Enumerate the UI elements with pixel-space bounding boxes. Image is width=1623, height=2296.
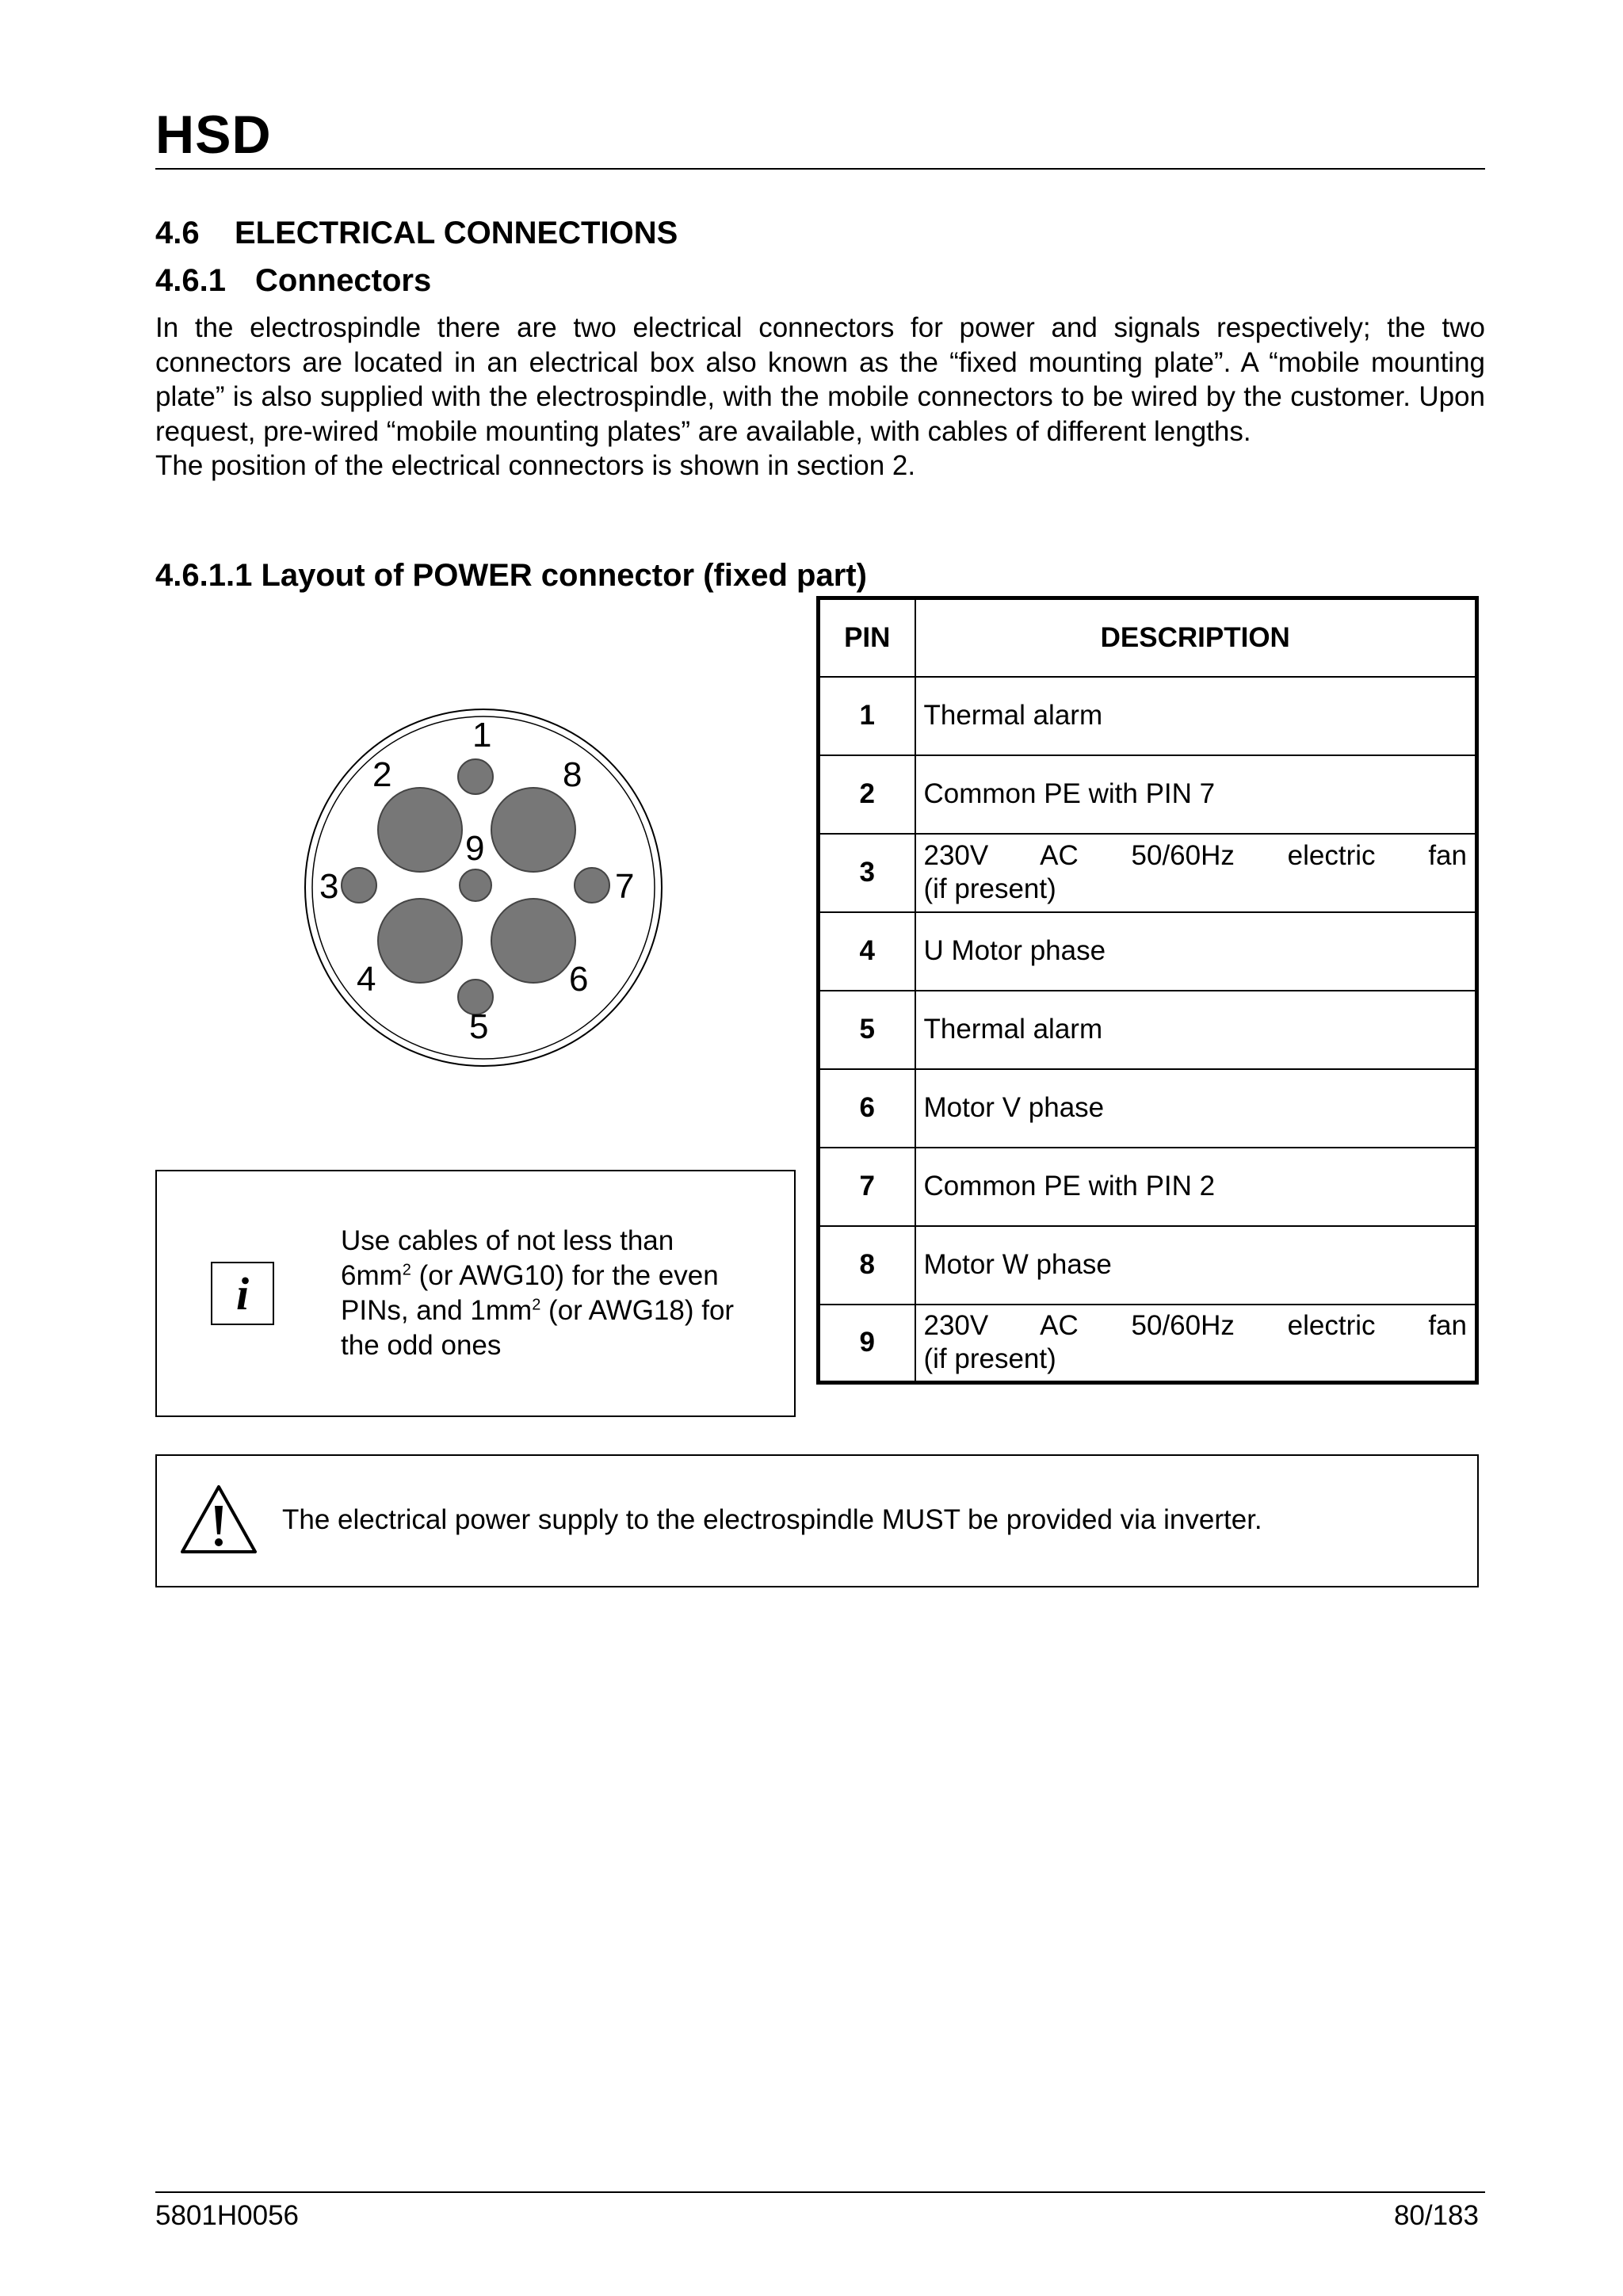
subsection-title: Connectors [255,263,432,298]
pin-label-9: 9 [465,829,485,868]
intro-paragraph-1: In the electrospindle there are two electrical connectors for power and signals respectively; the two connectors are located in an electrical box also known as the “fixed mounting plate”. A “mobile mounting plate” is also supplied with the electrospindle, with the mobile connectors to be wired by the customer. Upon request, pre-wired “mobile mounting plates” are available, with cables of different lengths. [155,312,1485,447]
table-row [819,1305,1477,1383]
pin-label-8: 8 [563,755,582,794]
pin-number: 5 [819,991,915,1069]
table-row [819,1148,1477,1226]
section-number: 4.6 [155,216,200,250]
pin-description [915,1305,1477,1383]
table-row [819,991,1477,1069]
pin-description-table [816,596,1479,1385]
header-pin: PIN [819,598,915,677]
info-line-3 [341,1293,785,1328]
pin-description: Motor V phase [915,1069,1477,1148]
pin-description [915,834,1477,912]
table-row [819,755,1477,834]
pin-2-contact [378,788,462,872]
info-text-part: (or AWG18) for [540,1295,735,1326]
info-text-part: (or AWG10) for the even [411,1260,719,1291]
pin-label-3: 3 [319,867,339,906]
pin-label-1: 1 [472,716,492,755]
info-line-4: the odd ones [341,1330,502,1361]
warning-note-text: The electrical power supply to the electrospindle MUST be provided via inverter. [282,1504,1262,1535]
pin-description-line-2: (if present) [923,1343,1056,1375]
pin-label-2: 2 [372,755,392,794]
table-header-row [819,598,1477,677]
pin-number: 4 [819,912,915,991]
info-line-1: Use cables of not less than [341,1225,674,1256]
pin-number: 9 [819,1305,915,1383]
section-heading [155,214,678,252]
pin-description: U Motor phase [915,912,1477,991]
table-row [819,677,1477,755]
pin-description: Thermal alarm [915,991,1477,1069]
power-connector-diagram [285,697,682,1078]
intro-text [155,311,1485,483]
pin-description-line-1: 230V AC 50/60Hz electric fan [923,840,1467,871]
pin-number: 1 [819,677,915,755]
pin-description: Common PE with PIN 7 [915,755,1477,834]
brand-logo: HSD [155,105,272,165]
warning-icon [179,1484,258,1557]
pin-description: Thermal alarm [915,677,1477,755]
table-row [819,912,1477,991]
table-row [819,1069,1477,1148]
page-number: 80/183 [1393,2200,1479,2231]
pin-label-6: 6 [569,960,589,999]
pin-label-4: 4 [357,960,376,999]
pin-1-contact [458,759,493,794]
intro-paragraph-2: The position of the electrical connectors is shown in section 2. [155,450,916,481]
info-superscript: 2 [532,1296,541,1314]
pin-number: 3 [819,834,915,912]
table-row [819,1226,1477,1305]
pin-4-contact [378,899,462,983]
info-text-part: 6mm [341,1260,403,1291]
pin-description: Motor W phase [915,1226,1477,1305]
info-superscript: 2 [402,1261,411,1279]
header-rule [155,168,1485,170]
subsection-number: 4.6.1 [155,263,226,298]
info-line-2 [341,1259,785,1293]
pin-7-contact [575,868,609,903]
pin-number: 8 [819,1226,915,1305]
info-text-part: PINs, and 1mm [341,1295,533,1326]
pin-number: 6 [819,1069,915,1148]
pin-6-contact [491,899,575,983]
pin-label-5: 5 [469,1007,489,1046]
subsection-heading [155,262,431,300]
pin-3-contact [342,868,376,903]
pin-number: 2 [819,755,915,834]
pin-description-line-1: 230V AC 50/60Hz electric fan [923,1310,1467,1342]
section-title: ELECTRICAL CONNECTIONS [235,216,678,250]
footer-rule [155,2191,1485,2193]
pin-description-line-2: (if present) [923,873,1056,904]
info-note-text [341,1224,785,1363]
pin-8-contact [491,788,575,872]
pin-description: Common PE with PIN 2 [915,1148,1477,1226]
pin-number: 7 [819,1148,915,1226]
layout-heading: 4.6.1.1 Layout of POWER connector (fixed part) [155,558,867,593]
header-description: DESCRIPTION [915,598,1477,677]
info-icon: i [211,1262,274,1325]
pin-label-7: 7 [615,867,635,906]
pin-9-contact [460,869,491,901]
table-row [819,834,1477,912]
document-code: 5801H0056 [155,2200,299,2231]
